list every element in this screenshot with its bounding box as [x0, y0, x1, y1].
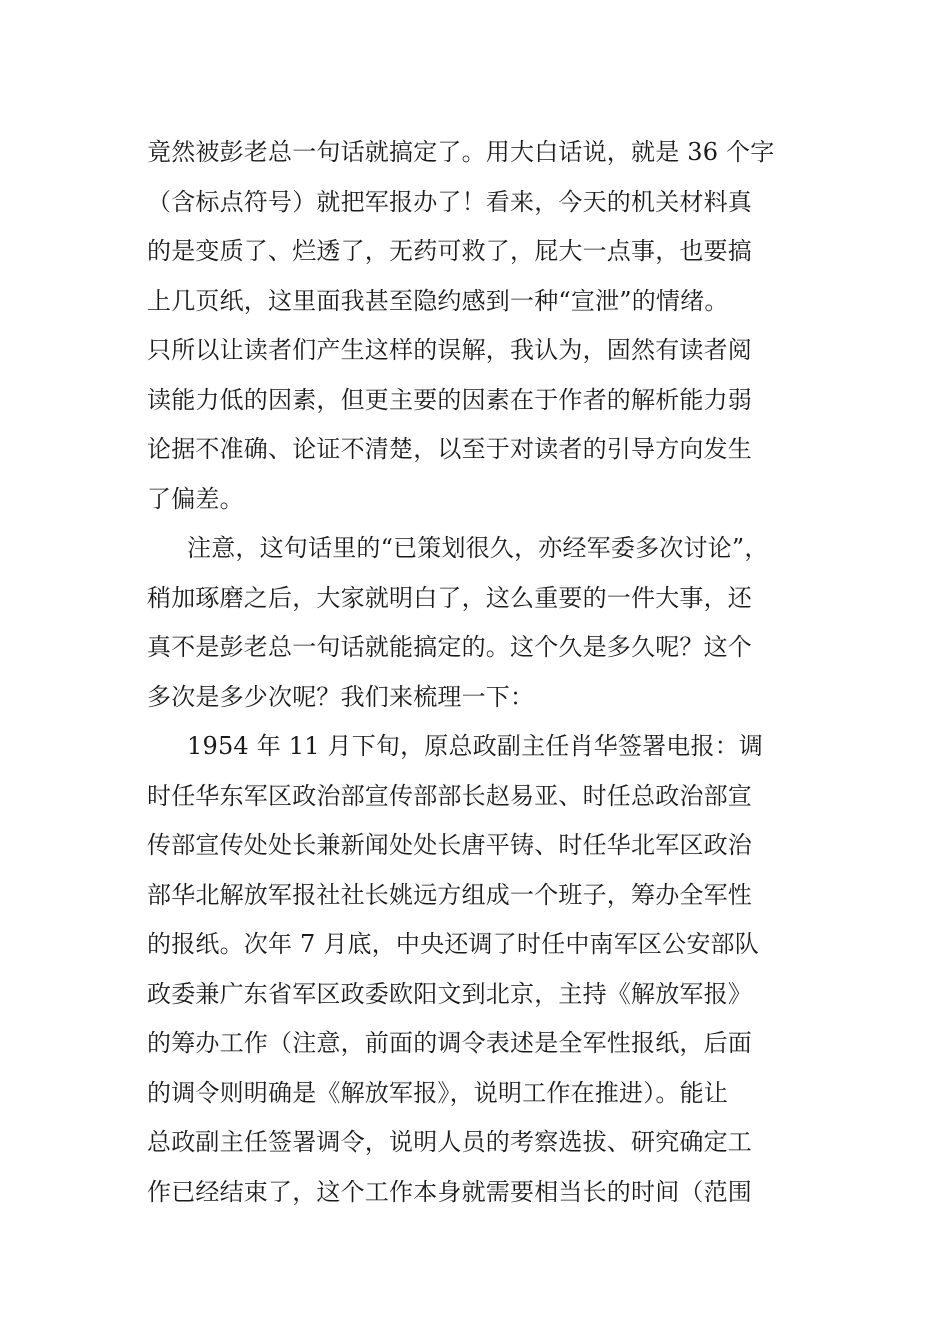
text-line: 了偏差。: [147, 484, 244, 513]
text-line: 的调令则明确是《解放军报》，说明工作在推进）。能让: [147, 1078, 728, 1107]
text-line: 的筹办工作（注意，前面的调令表述是全军性报纸，后面: [147, 1029, 752, 1057]
text-line: 稍加琢磨之后，大家就明白了，这么重要的一件大事，还: [147, 583, 752, 612]
text-line: 政委兼广东省军区政委欧阳文到北京，主持《解放军报》: [147, 979, 752, 1008]
text-line: 部华北解放军报社社长姚远方组成一个班子，筹办全军性: [147, 880, 752, 909]
text-line: 传部宣传处处长兼新闻处处长唐平铸、时任华北军区政治: [147, 831, 752, 859]
text-line: 时任华东军区政治部宣传部部长赵易亚、时任总政治部宣: [147, 781, 752, 810]
paragraph-start-line: 注意，这句话里的“已策划很久，亦经军委多次讨论”，: [187, 534, 769, 562]
text-line: 总政副主任签署调令，说明人员的考察选拔、研究确定工: [147, 1128, 752, 1156]
text-line: 多次是多少次呢？我们来梳理一下：: [147, 682, 535, 711]
text-line: 的是变质了、烂透了，无药可救了，屁大一点事，也要搞: [147, 237, 752, 265]
text-line: （含标点符号）就把军报办了！看来，今天的机关材料真: [147, 187, 752, 216]
text-line: 论据不准确、论证不清楚，以至于对读者的引导方向发生: [147, 435, 752, 463]
text-line: 只所以让读者们产生这样的误解，我认为，固然有读者阅: [147, 336, 752, 364]
text-line: 竟然被彭老总一句话就搞定了。用大白话说，就是 36 个字: [147, 138, 775, 166]
body-text: [147, 128, 827, 1217]
text-line: 真不是彭老总一句话就能搞定的。这个久是多久呢？这个: [147, 633, 752, 661]
paragraph-start-line: 1954 年 11 月下旬，原总政副主任肖华签署电报：调: [187, 732, 764, 760]
text-line: 作已经结束了，这个工作本身就需要相当长的时间（范围: [147, 1177, 752, 1206]
text-line: 的报纸。次年 7 月底，中央还调了时任中南军区公安部队: [147, 930, 759, 958]
text-line: 上几页纸，这里面我甚至隐约感到一种“宣泄”的情绪。: [147, 286, 729, 315]
text-line: 读能力低的因素，但更主要的因素在于作者的解析能力弱: [147, 385, 752, 414]
